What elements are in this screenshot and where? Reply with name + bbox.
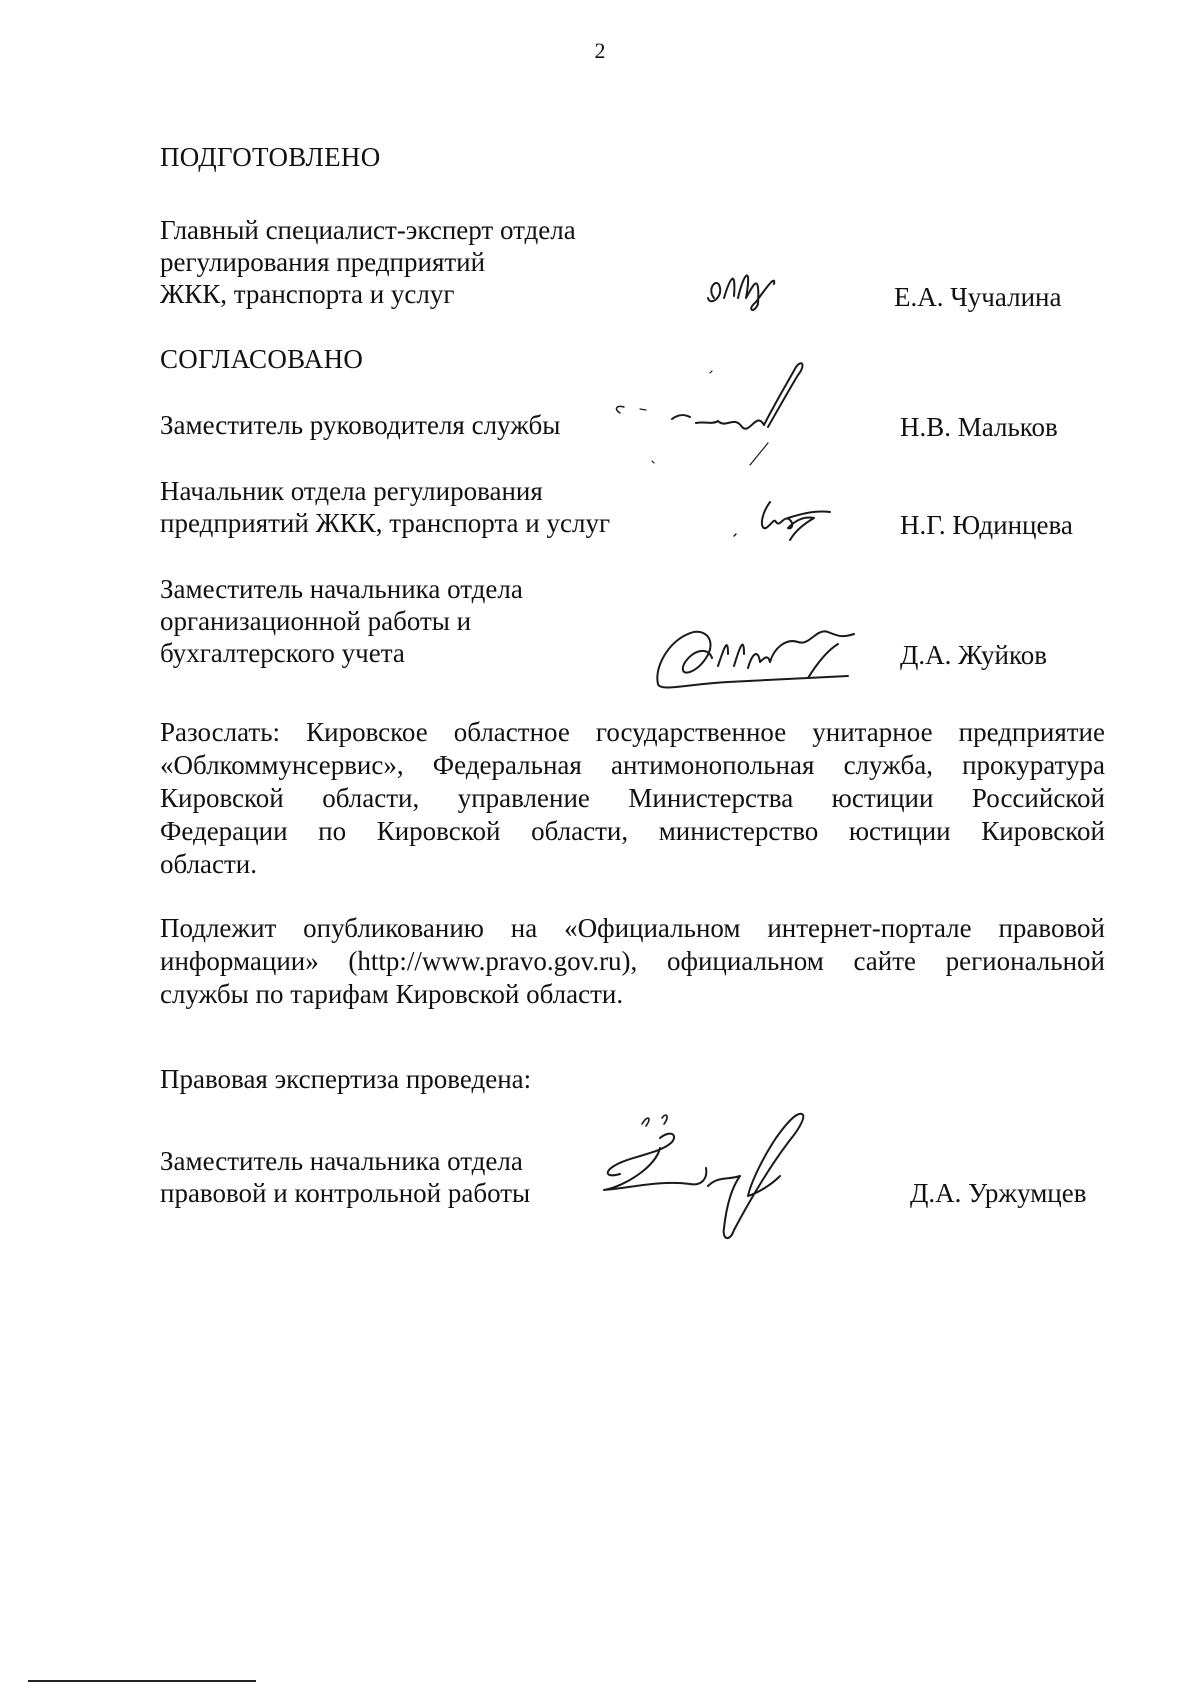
prepared-position-line-3: ЖКК, транспорта и услуг [160,279,455,309]
agreed-1-signatory-name: Н.В. Мальков [900,412,1058,442]
agreed-2-signatory-name: Н.Г. Юдинцева [900,510,1073,540]
publication-line-2: информации» (http://www.pravo.gov.ru), официальном сайте региональной [160,946,1105,976]
signature-yudintseva [730,496,840,546]
legal-review-heading: Правовая экспертиза проведена: [160,1064,532,1094]
agreed-3-position-line-1: Заместитель начальника отдела [160,574,523,604]
legal-review-signatory-name: Д.А. Уржумцев [910,1178,1087,1208]
agreed-2-position-line-1: Начальник отдела регулирования [160,476,543,506]
distribution-line-4: Федерации по Кировской области, министерство юстиции Кировской [160,816,1105,846]
distribution-line-5: области. [160,849,258,879]
agreed-3-signatory-name: Д.А. Жуйков [900,640,1047,670]
signature-urzhumtsev [600,1110,850,1250]
legal-review-position-line-2: правовой и контрольной работы [160,1178,531,1208]
agreed-2-position-line-2: предприятий ЖКК, транспорта и услуг [160,508,611,538]
publication-line-3: службы по тарифам Кировской области. [160,979,624,1009]
footer-rule [28,1680,256,1682]
signature-malkov [600,355,900,475]
prepared-signatory-name: Е.А. Чучалина [894,282,1062,312]
agreed-1-position-line-1: Заместитель руководителя службы [160,410,561,440]
distribution-line-3: Кировской области, управление Министерства юстиции Российской [160,783,1105,813]
publication-paragraph [160,912,1105,1011]
prepared-position-line-1: Главный специалист-эксперт отдела [160,215,576,245]
agreed-heading: СОГЛАСОВАНО [160,344,364,374]
distribution-paragraph [160,716,1105,881]
agreed-3-position-line-3: бухгалтерского учета [160,638,405,668]
distribution-line-1: Разослать: Кировское областное государственное унитарное предприятие [160,717,1105,747]
legal-review-position-line-1: Заместитель начальника отдела [160,1146,523,1176]
distribution-line-2: «Облкоммунсервис», Федеральная антимонопольная служба, прокуратура [160,750,1105,780]
publication-line-1: Подлежит опубликованию на «Официальном интернет-портале правовой [160,913,1105,943]
page-number: 2 [594,38,606,63]
agreed-3-position-line-2: организационной работы и [160,606,472,636]
prepared-heading: ПОДГОТОВЛЕНО [160,142,381,172]
prepared-position-line-2: регулирования предприятий [160,247,486,277]
signature-zhuykov [648,618,888,698]
signature-chuchalina [700,258,810,318]
